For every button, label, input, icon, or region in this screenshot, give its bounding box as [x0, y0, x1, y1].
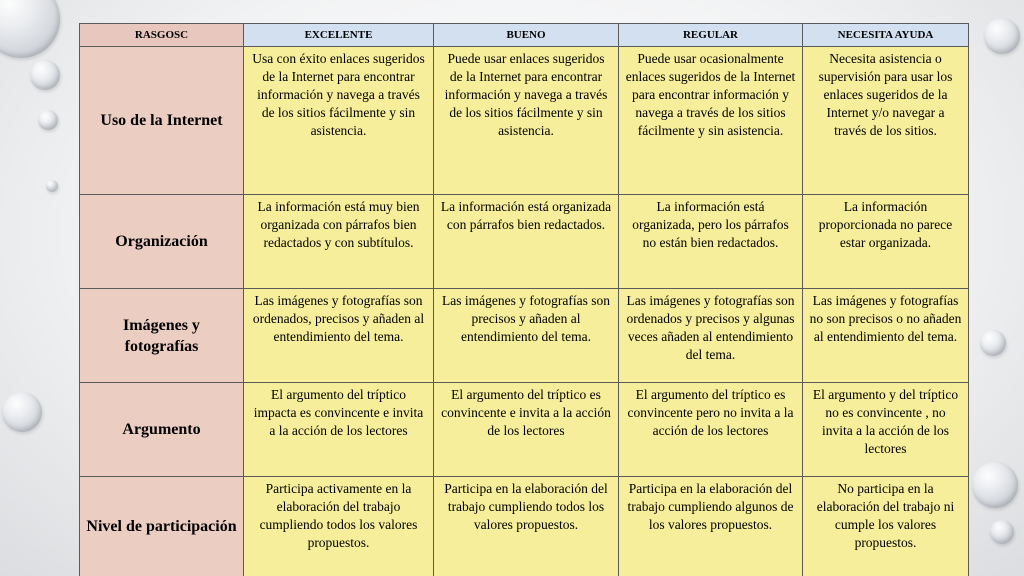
header-row [80, 24, 969, 47]
cell-bueno: La información está organizada con párrafos bien redactados. [434, 195, 619, 289]
water-drop-decoration [30, 60, 60, 90]
cell-excelente: Usa con éxito enlaces sugeridos de la Internet para encontrar información y navega a través de los sitios fácilmente y sin asistencia. [244, 47, 434, 195]
cell-necesita-ayuda: Las imágenes y fotografías no son precisos o no añaden al entendimiento del tema. [803, 289, 969, 383]
row-label-organizacion: Organización [80, 195, 244, 289]
header-rasgos: RASGOSC [80, 24, 244, 47]
water-drop-decoration [984, 18, 1020, 54]
cell-excelente: Las imágenes y fotografías son ordenados, precisos y añaden al entendimiento del tema. [244, 289, 434, 383]
table-row [80, 477, 969, 576]
header-excelente: EXCELENTE [244, 24, 434, 47]
cell-regular: Puede usar ocasionalmente enlaces sugeridos de la Internet para encontrar información y navega a través de los sitios fácilmente y sin asistencia. [619, 47, 803, 195]
cell-regular: Las imágenes y fotografías son ordenados y precisos y algunas veces añaden al entendimiento del tema. [619, 289, 803, 383]
header-regular: REGULAR [619, 24, 803, 47]
table-row [80, 289, 969, 383]
cell-bueno: Las imágenes y fotografías son precisos y añaden al entendimiento del tema. [434, 289, 619, 383]
water-drop-decoration [46, 180, 58, 192]
table-row [80, 47, 969, 195]
cell-necesita-ayuda: La información proporcionada no parece estar organizada. [803, 195, 969, 289]
cell-regular: La información está organizada, pero los párrafos no están bien redactados. [619, 195, 803, 289]
water-drop-decoration [2, 392, 42, 432]
cell-bueno: Participa en la elaboración del trabajo cumpliendo todos los valores propuestos. [434, 477, 619, 576]
header-bueno: BUENO [434, 24, 619, 47]
water-drop-decoration [0, 0, 60, 58]
water-drop-decoration [972, 462, 1018, 508]
header-necesita-ayuda: NECESITA AYUDA [803, 24, 969, 47]
cell-excelente: Participa activamente en la elaboración del trabajo cumpliendo todos los valores propuestos. [244, 477, 434, 576]
cell-regular: Participa en la elaboración del trabajo cumpliendo algunos de los valores propuestos. [619, 477, 803, 576]
row-label-nivel-participacion: Nivel de participación [80, 477, 244, 576]
row-label-argumento: Argumento [80, 383, 244, 477]
cell-necesita-ayuda: Necesita asistencia o supervisión para usar los enlaces sugeridos de la Internet y/o navegar a través de los sitios. [803, 47, 969, 195]
rubric-table [79, 23, 969, 576]
row-label-imagenes: Imágenes y fotografías [80, 289, 244, 383]
cell-necesita-ayuda: El argumento y del tríptico no es convincente , no invita a la acción de los lectores [803, 383, 969, 477]
cell-bueno: Puede usar enlaces sugeridos de la Internet para encontrar información y navega a través de los sitios fácilmente y sin asistencia. [434, 47, 619, 195]
water-drop-decoration [990, 520, 1014, 544]
row-label-uso-internet: Uso de la Internet [80, 47, 244, 195]
cell-excelente: La información está muy bien organizada con párrafos bien redactados y con subtítulos. [244, 195, 434, 289]
cell-regular: El argumento del tríptico es convincente pero no invita a la acción de los lectores [619, 383, 803, 477]
water-drop-decoration [980, 330, 1006, 356]
table-row [80, 195, 969, 289]
cell-excelente: El argumento del tríptico impacta es convincente e invita a la acción de los lectores [244, 383, 434, 477]
table-row [80, 383, 969, 477]
cell-necesita-ayuda: No participa en la elaboración del trabajo ni cumple los valores propuestos. [803, 477, 969, 576]
cell-bueno: El argumento del tríptico es convincente e invita a la acción de los lectores [434, 383, 619, 477]
water-drop-decoration [38, 110, 58, 130]
